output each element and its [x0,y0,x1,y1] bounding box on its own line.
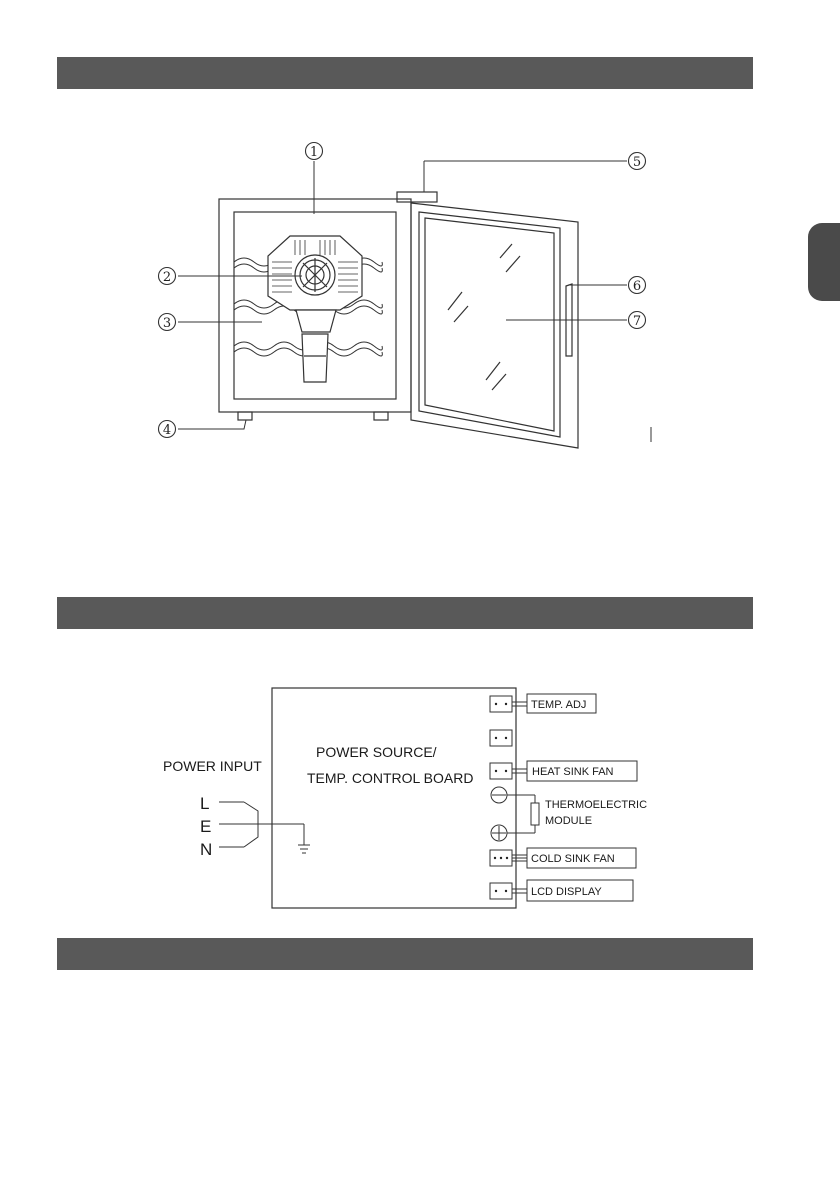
thermoelectric-terminals [491,787,539,841]
callout-7-label: 7 [632,314,642,329]
cold-sink-fan-label: COLD SINK FAN [531,853,615,865]
lcd-display-label: LCD DISPLAY [531,886,602,898]
socket-heat-sink-fan [490,763,512,779]
wine-cooler-diagram [178,161,651,448]
connector-label-boxes [512,694,637,901]
thermoelectric-label-line2: MODULE [545,815,593,827]
callout-2-label: 2 [162,270,172,285]
board-title-line2: TEMP. CONTROL BOARD [307,770,474,786]
callout-2 [159,268,176,286]
socket-lcd-display [490,883,512,899]
callout-1-top [306,143,323,161]
terminal-n-label: N [200,840,213,859]
callout-6-label: 6 [632,279,642,294]
heat-sink-fan-label: HEAT SINK FAN [532,766,614,778]
wiring-diagram [163,688,647,908]
temp-adj-label: TEMP. ADJ [531,699,587,711]
fan-assembly [268,236,362,382]
callout-4-label: 4 [162,423,172,438]
callout-5 [629,153,646,171]
callout-6 [629,277,646,295]
left-foot [238,412,252,420]
callout-1-label: 1 [309,145,319,160]
socket-temp-adj [490,696,512,712]
thermoelectric-label-line1: THERMOELECTRIC [545,799,648,811]
callout-5-label: 5 [632,155,642,170]
socket-unlabeled [490,730,512,746]
callout-4 [159,421,176,439]
callout-3-label: 3 [162,316,172,331]
callout-7 [629,312,646,330]
callout-3 [159,314,176,332]
power-input-label: POWER INPUT [163,758,262,774]
terminal-e-label: E [200,817,212,836]
control-board-box [272,688,516,908]
power-input-wiring [219,802,310,853]
right-foot [374,412,388,420]
terminal-l-label: L [200,794,210,813]
board-title-line1: POWER SOURCE/ [316,744,437,760]
